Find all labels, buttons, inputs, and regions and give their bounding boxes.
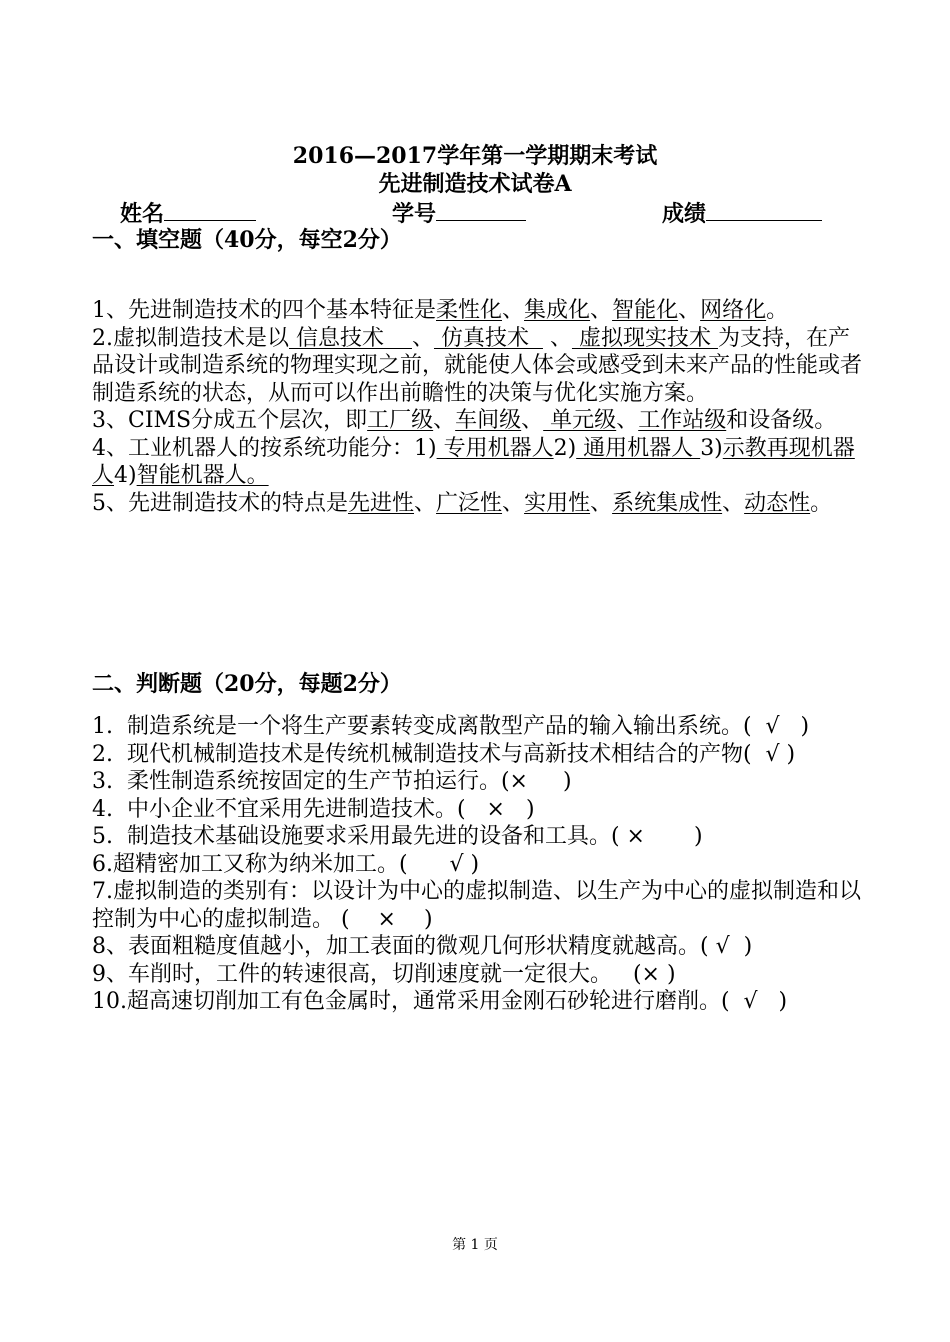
section2-heading: 二、判断题（20分，每题2分） — [92, 671, 402, 697]
name-label: 姓名 — [120, 201, 165, 227]
name-blank[interactable] — [164, 198, 256, 221]
tf-item-3: 3. 柔性制造系统按固定的生产节拍运行。(× ) — [92, 769, 572, 794]
id-blank[interactable] — [436, 198, 526, 221]
score-blank[interactable] — [706, 198, 822, 221]
tf-item-5: 5. 制造技术基础设施要求采用最先进的设备和工具。( × ) — [92, 824, 703, 849]
tf-item-2: 2. 现代机械制造技术是传统机械制造技术与高新技术相结合的产物( √ ) — [92, 741, 796, 767]
question-1: 1、先进制造技术的四个基本特征是柔性化、集成化、智能化、网络化。 — [92, 298, 789, 323]
fill-in-questions — [92, 297, 864, 517]
tf-item-9: 9、车削时，工件的转速很高，切削速度就一定很大。 (× ) — [92, 961, 676, 987]
exam-title-line1: 2016—2017学年第一学期期末考试 — [292, 143, 658, 169]
exam-title-line2: 先进制造技术试卷A — [378, 171, 572, 197]
tf-item-10: 10.超高速切削加工有色金属时，通常采用金刚石砂轮进行磨削。( √ ) — [92, 989, 788, 1014]
id-label: 学号 — [392, 201, 437, 227]
tf-item-8: 8、表面粗糙度值越小，加工表面的微观几何形状精度就越高。( √ ) — [92, 934, 753, 959]
section1-heading: 一、填空题（40分，每空2分） — [92, 227, 402, 253]
id-field — [392, 198, 526, 228]
tf-item-1: 1. 制造系统是一个将生产要素转变成离散型产品的输入输出系统。( √ ) — [92, 714, 810, 739]
tf-item-4: 4. 中小企业不宜采用先进制造技术。( × ) — [92, 796, 535, 822]
true-false-questions — [92, 713, 864, 1016]
question-2: 2.虚拟制造技术是以 信息技术 、 仿真技术 、 虚拟现实技术 为支持，在产品设计或制造系统的物理实现之前，就能使人体会或感受到未来产品的性能或者制造系统的状态，从而可以作出前瞻性的决策与优化实施方案。 — [92, 325, 863, 406]
question-3: 3、CIMS分成五个层次，即工厂级、车间级、 单元级、工作站级和设备级。 — [92, 408, 837, 433]
tf-item-6: 6.超精密加工又称为纳米加工。( √ ) — [92, 851, 480, 877]
tf-item-7: 7.虚拟制造的类别有：以设计为中心的虚拟制造、以生产为中心的虚拟制造和以控制为中心的虚拟制造。 ( × ) — [92, 879, 861, 932]
score-field — [662, 198, 822, 228]
question-4: 4、工业机器人的按系统功能分：1) 专用机器人2) 通用机器人 3)示教再现机器人4)智能机器人。 — [92, 435, 855, 488]
page-number: 第 1 页 — [452, 1237, 498, 1253]
score-label: 成绩 — [662, 201, 707, 227]
question-5: 5、先进制造技术的特点是先进性、广泛性、实用性、系统集成性、动态性。 — [92, 490, 833, 516]
name-field — [120, 198, 256, 228]
